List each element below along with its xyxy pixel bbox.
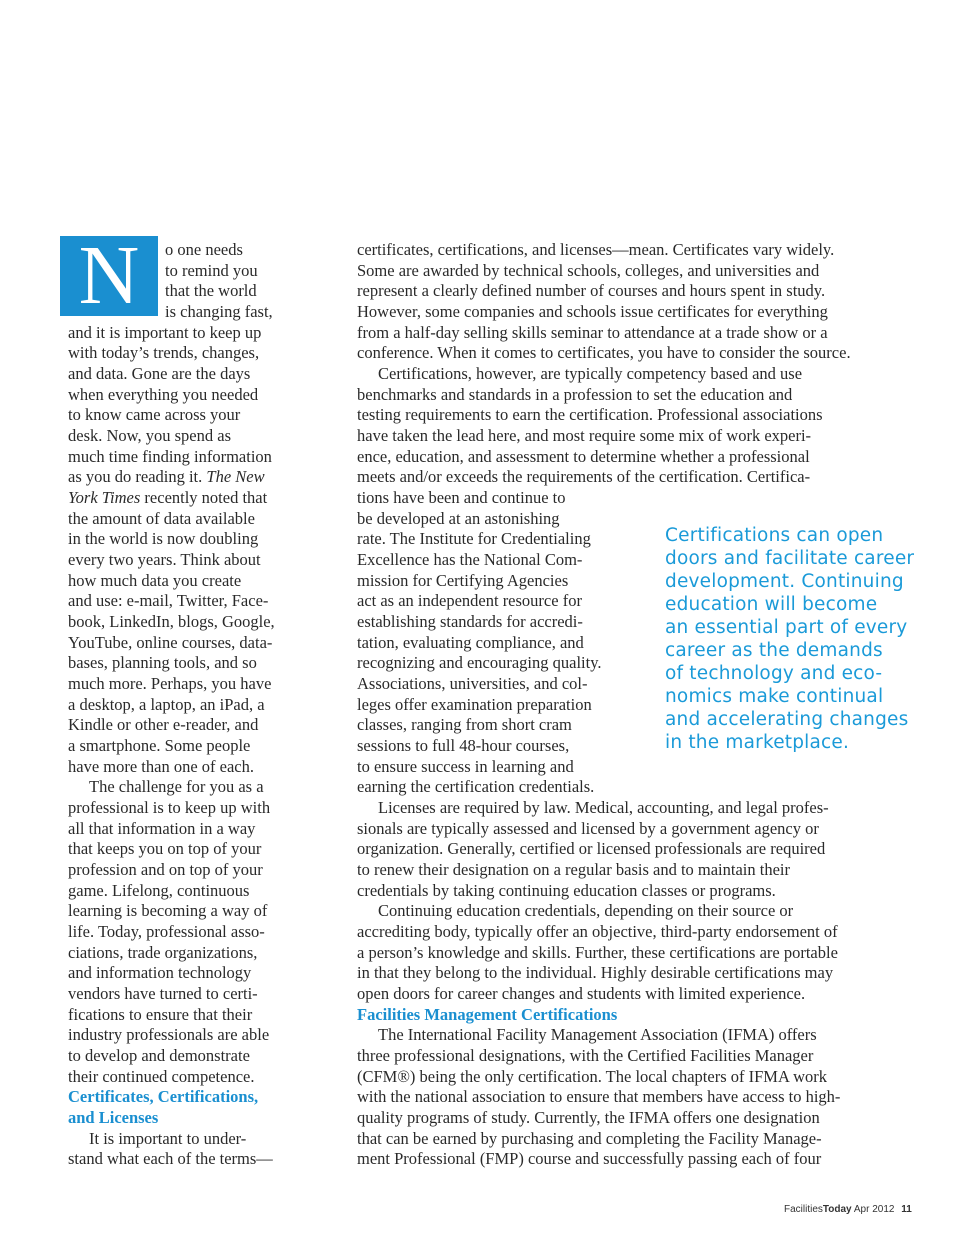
body-line: that can be earned by purchasing and completing the Facility Manage- <box>357 1129 822 1148</box>
body-line: industry professionals are able <box>68 1025 270 1044</box>
body-line: to ensure success in learning and <box>357 757 574 776</box>
body-line: professional is to keep up with <box>68 798 271 817</box>
body-line: with today’s trends, changes, <box>68 343 260 362</box>
body-line: open doors for career changes and students with limited experience. <box>357 984 806 1003</box>
body-line: earning the certification credentials. <box>357 777 595 796</box>
body-line: to remind you <box>165 261 258 280</box>
body-line: sionals are typically assessed and licensed by a government agency or <box>357 819 819 838</box>
body-line: vendors have turned to certi- <box>68 984 258 1003</box>
body-line: a person’s knowledge and skills. Further, these certifications are portable <box>357 943 838 962</box>
brand-prefix: Facilities <box>784 1204 823 1215</box>
section-heading: and Licenses <box>68 1108 159 1127</box>
body-line: Some are awarded by technical schools, colleges, and universities and <box>357 261 820 280</box>
body-line: Associations, universities, and col- <box>357 674 588 693</box>
body-line: in that they belong to the individual. Highly desirable certifications may <box>357 963 834 982</box>
body-line: and use: e-mail, Twitter, Face- <box>68 591 269 610</box>
body-line: ence, education, and assessment to determine whether a professional <box>357 447 810 466</box>
body-line: that the world <box>165 281 257 300</box>
body-line: is changing fast, <box>165 302 273 321</box>
body-line: benchmarks and standards in a profession to set the education and <box>357 385 793 404</box>
body-line: be developed at an astonishing <box>357 509 560 528</box>
body-line: their continued competence. <box>68 1067 255 1086</box>
body-line: ment Professional (FMP) course and successfully passing each of four <box>357 1149 822 1168</box>
issue-date: Apr 2012 <box>853 1204 895 1215</box>
body-line: three professional designations, with the Certified Facilities Manager <box>357 1046 814 1065</box>
body-line: represent a clearly defined number of courses and hours spent in study. <box>357 281 826 300</box>
body-line: ciations, trade organizations, <box>68 943 258 962</box>
body-line: fications to ensure that their <box>68 1005 253 1024</box>
body-line: Licenses are required by law. Medical, accounting, and legal profes- <box>378 798 829 817</box>
body-line: tation, evaluating compliance, and <box>357 633 584 652</box>
body-line: and data. Gone are the days <box>68 364 251 383</box>
body-line: act as an independent resource for <box>357 591 582 610</box>
publication-title: York Times <box>68 488 141 507</box>
body-line: with the national association to ensure that members have access to high- <box>357 1087 841 1106</box>
body-line: much time finding information <box>68 447 272 466</box>
body-line: much more. Perhaps, you have <box>68 674 272 693</box>
body-line: that keeps you on top of your <box>68 839 262 858</box>
body-line: Kindle or other e-reader, and <box>68 715 259 734</box>
body-line: tions have been and continue to <box>357 488 566 507</box>
body-line: The International Facility Management Association (IFMA) offers <box>378 1025 817 1044</box>
body-line: testing requirements to earn the certification. Professional associations <box>357 405 823 424</box>
body-line: how much data you create <box>68 571 242 590</box>
pull-quote-line: and accelerating changes <box>665 709 909 730</box>
body-text: recently noted that <box>140 488 268 507</box>
body-line: in the world is now doubling <box>68 529 259 548</box>
body-line: meets and/or exceeds the requirements of the certification. Certifica- <box>357 467 811 486</box>
body-line: a desktop, a laptop, an iPad, a <box>68 695 265 714</box>
brand-name <box>784 1204 852 1215</box>
body-line: to develop and demonstrate <box>68 1046 250 1065</box>
body-line: life. Today, professional asso- <box>68 922 265 941</box>
body-line: leges offer examination preparation <box>357 695 592 714</box>
body-line: when everything you needed <box>68 385 259 404</box>
pull-quote-line: nomics make continual <box>665 686 884 707</box>
body-line: Excellence has the National Com- <box>357 550 583 569</box>
pull-quote-line: development. Continuing <box>665 571 904 592</box>
body-line: The challenge for you as a <box>89 777 264 796</box>
publication-title: The New <box>206 467 265 486</box>
page-footer <box>784 1204 912 1215</box>
body-line: o one needs <box>165 240 243 259</box>
body-line: conference. When it comes to certificates, you have to consider the source. <box>357 343 851 362</box>
body-line: However, some companies and schools issue certificates for everything <box>357 302 828 321</box>
body-line: have more than one of each. <box>68 757 254 776</box>
body-line: and information technology <box>68 963 252 982</box>
body-line: credentials by taking continuing education classes or programs. <box>357 881 776 900</box>
body-line: sessions to full 48-hour courses, <box>357 736 570 755</box>
section-heading: Facilities Management Certifications <box>357 1005 618 1024</box>
body-line: every two years. Think about <box>68 550 261 569</box>
section-heading: Certificates, Certifications, <box>68 1087 259 1106</box>
body-line: learning is becoming a way of <box>68 901 268 920</box>
pull-quote-line: career as the demands <box>665 640 883 661</box>
body-line: classes, ranging from short cram <box>357 715 572 734</box>
body-text: as you do reading it. <box>68 467 207 486</box>
body-line: to know came across your <box>68 405 241 424</box>
body-line: It is important to under- <box>89 1129 247 1148</box>
body-line: bases, planning tools, and so <box>68 653 257 672</box>
body-line: a smartphone. Some people <box>68 736 251 755</box>
body-line: have taken the lead here, and most require some mix of work experi- <box>357 426 812 445</box>
body-line: (CFM®) being the only certification. The local chapters of IFMA work <box>357 1067 828 1086</box>
pull-quote-line: in the marketplace. <box>665 732 850 753</box>
body-line: from a half-day selling skills seminar to attendance at a trade show or a <box>357 323 828 342</box>
body-line: desk. Now, you spend as <box>68 426 231 445</box>
body-line: recognizing and encouraging quality. <box>357 653 602 672</box>
body-line: certificates, certifications, and licenses—mean. Certificates vary widely. <box>357 240 835 259</box>
body-line: book, LinkedIn, blogs, Google, <box>68 612 275 631</box>
body-line: Continuing education credentials, depending on their source or <box>378 901 794 920</box>
body-line: stand what each of the terms— <box>68 1149 273 1168</box>
body-line: the amount of data available <box>68 509 255 528</box>
body-line: organization. Generally, certified or licensed professionals are required <box>357 839 826 858</box>
pull-quote-line: education will become <box>665 594 878 615</box>
body-line: quality programs of study. Currently, the IFMA offers one designation <box>357 1108 820 1127</box>
body-line <box>68 467 265 488</box>
body-line: YouTube, online courses, data- <box>68 633 273 652</box>
pull-quote-line: an essential part of every <box>665 617 908 638</box>
body-line: all that information in a way <box>68 819 256 838</box>
drop-cap: N <box>60 236 158 316</box>
pull-quote-line: Certifications can open <box>665 525 884 546</box>
body-line: profession and on top of your <box>68 860 263 879</box>
brand-suffix: Today <box>822 1204 852 1215</box>
body-line: to renew their designation on a regular basis and to maintain their <box>357 860 790 879</box>
pull-quote-line: doors and facilitate career <box>665 548 915 569</box>
body-line: accrediting body, typically offer an objective, third-party endorsement of <box>357 922 838 941</box>
body-line: and it is important to keep up <box>68 323 262 342</box>
body-line: Certifications, however, are typically competency based and use <box>378 364 803 383</box>
body-line <box>68 488 267 509</box>
page-number: 11 <box>901 1204 912 1215</box>
body-line: establishing standards for accredi- <box>357 612 583 631</box>
body-line: mission for Certifying Agencies <box>357 571 569 590</box>
pull-quote-line: of technology and eco- <box>665 663 883 684</box>
body-line: game. Lifelong, continuous <box>68 881 250 900</box>
body-line: rate. The Institute for Credentialing <box>357 529 591 548</box>
